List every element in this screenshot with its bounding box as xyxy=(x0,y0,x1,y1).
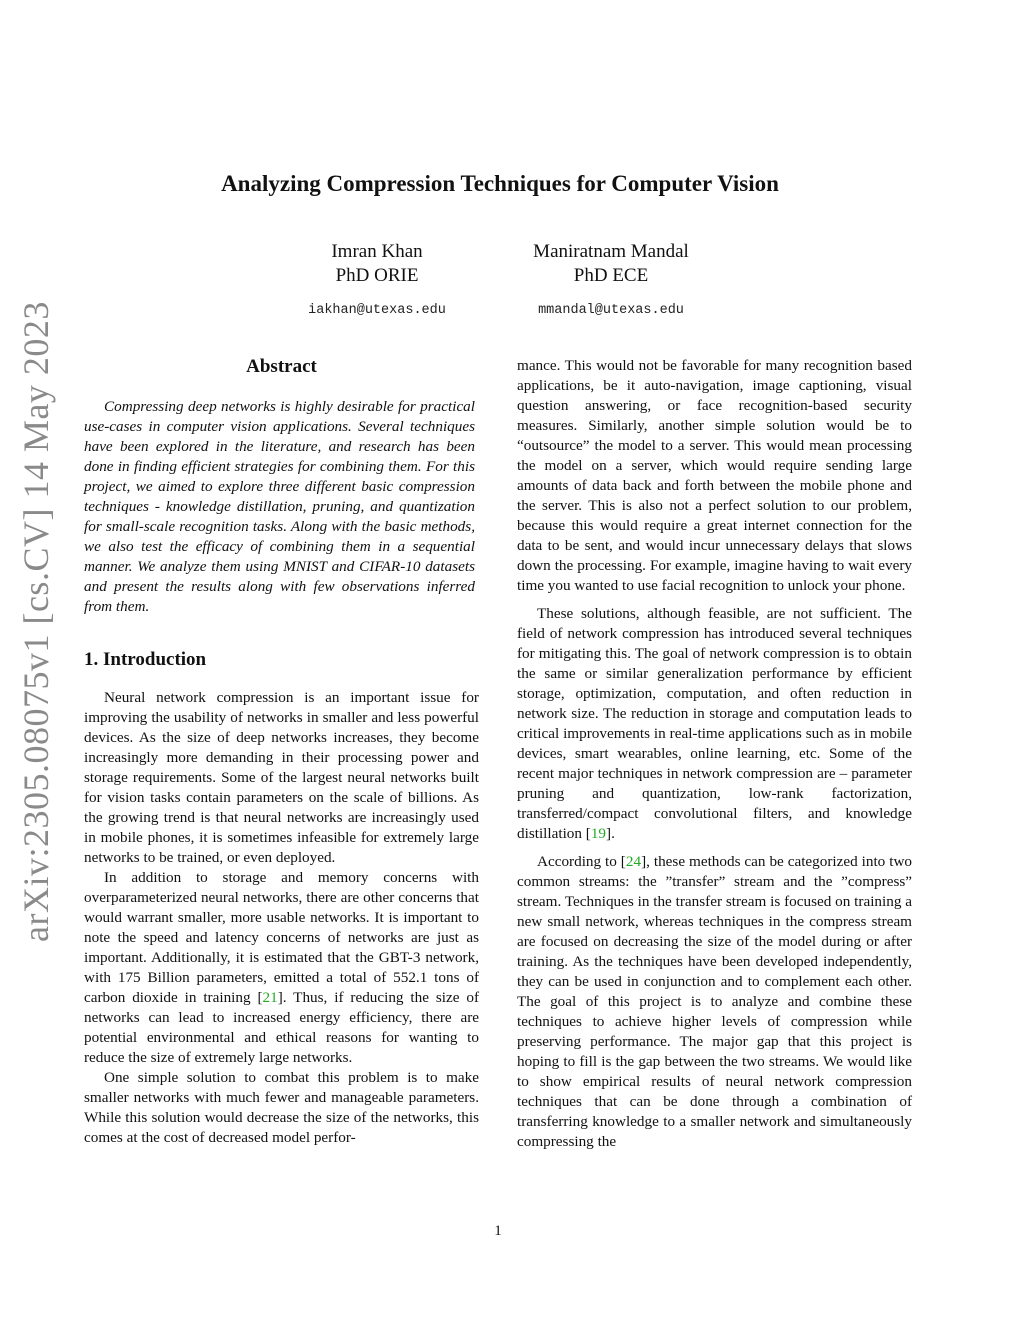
paragraph: These solutions, although feasible, are not sufficient. The field of network compression has introduced several techniques for mitigating this. The goal of network compression is to obtain the same or similar generalization performance by efficient storage, optimization, computation, and often reduction in network size. The reduction in storage and computation leads to critical improvements in real-time applications such as in mobile devices, smart wearables, online learning, etc. Some of the recent major techniques in network compression are – parameter pruning and quantization, low-rank factorization, transferred/compact convolutional filters, and knowledge distillation [19]. xyxy=(517,605,912,842)
right-column xyxy=(517,356,912,1152)
left-column xyxy=(84,356,479,1148)
abstract-heading: Abstract xyxy=(246,356,317,377)
author-name: Imran Khan xyxy=(331,241,423,262)
author-name: Maniratnam Mandal xyxy=(533,241,689,262)
paragraph: In addition to storage and memory concerns with overparameterized neural networks, there are other concerns that would warrant smaller, more usable networks. It is important to note the speed and latency concerns of networks are just as important. Additionally, it is estimated that the GBT-3 network, with 175 Billion parameters, emitted a total of 552.1 tons of carbon dioxide in training [21]. Thus, if reducing the size of networks can lead to increased energy efficiency, there are potential environmental and ethical reasons for wanting to reduce the size of extremely large networks. xyxy=(84,869,479,1066)
citation-link[interactable]: 24 xyxy=(625,853,642,870)
paragraph: One simple solution to combat this problem is to make smaller networks with much fewer and manageable parameters. While this solution would decrease the size of the networks, this comes at the cost of decreased model perfor- xyxy=(84,1069,479,1146)
author-block xyxy=(257,240,497,323)
abstract-text: Compressing deep networks is highly desirable for practical use-cases in computer vision applications. Several techniques have been explored in the literature, and research has been done in finding efficient strategies for combining them. For this project, we aimed to explore three different basic compression techniques - knowledge distillation, pruning, and quantization for small-scale recognition tasks. Along with the basic methods, we also test the efficacy of combining them in a sequential manner. We analyze them using MNIST and CIFAR-10 datasets and present the results along with few observations inferred from them. xyxy=(84,398,475,615)
page-number: 1 xyxy=(494,1223,502,1239)
author-block xyxy=(491,240,731,323)
author-affiliation: PhD ECE xyxy=(573,265,649,286)
author-affiliation: PhD ORIE xyxy=(335,265,419,286)
paper-title: Analyzing Compression Techniques for Computer Vision xyxy=(221,171,779,196)
section-heading: 1. Introduction xyxy=(84,649,207,670)
author-email: iakhan@utexas.edu xyxy=(308,303,446,318)
citation-link[interactable]: 21 xyxy=(262,989,278,1006)
paragraph: Neural network compression is an important issue for improving the usability of networks in smaller and less powerful devices. As the size of deep networks increases, they become increasingly more demanding in their processing power and storage requirements. Some of the largest neural networks built for vision tasks contain parameters on the scale of billions. As the growing trend is that neural networks are increasingly used in mobile phones, it is sometimes infeasible for extremely large networks to be trained, or even deployed. xyxy=(84,689,479,866)
citation-link[interactable]: 19 xyxy=(590,825,607,842)
author-email: mmandal@utexas.edu xyxy=(538,303,684,318)
paragraph: According to [24], these methods can be categorized into two common streams: the ”transfer” stream and the ”compress” stream. Techniques in the transfer stream is focused on training a new small network, whereas techniques in the compress stream are focused on decreasing the size of the model during or after training. As the techniques have been developed independently, they can be used in conjunction and to complement each other. The goal of this project is to analyze and combine these techniques to achieve higher levels of compression while preserving performance. The major gap that this project is hoping to fill is the gap between the two streams. We would like to show empirical results of neural network compression techniques that can be done through a combination of transferring knowledge to a smaller network and simultaneously compressing the xyxy=(517,853,912,1150)
arxiv-identifier: arXiv:2305.08075v1 [cs.CV] 14 May 2023 xyxy=(16,301,56,942)
paragraph: mance. This would not be favorable for many recognition based applications, be it auto-navigation, image captioning, visual question answering, or face recognition-based security measures. Similarly, another simple solution would be to “outsource” the model to a server. This would mean processing the model on a server, which would require sending large amounts of data back and forth between the mobile phone and the server. This is also not a perfect solution to our problem, because this would require a great internet connection for the data to be sent, and would incur unnecessary delays that slows down the processing. For example, imagine having to wait every time you wanted to use facial recognition to unlock your phone. xyxy=(517,357,912,594)
